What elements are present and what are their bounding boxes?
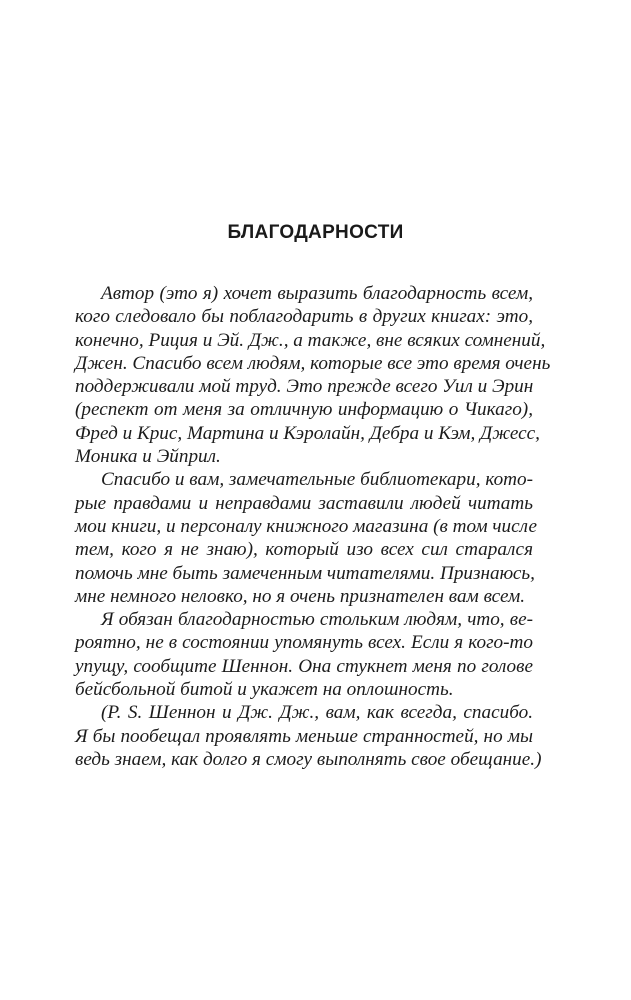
paragraph-2 — [75, 468, 537, 608]
text-line: Я обязан благодарностью стольким людям, что, ве- — [101, 609, 533, 631]
text-line: поддерживали мой труд. Это прежде всего Уил и Эрин — [75, 376, 534, 398]
text-line: помочь мне быть замеченным читателями. Признаюсь, — [75, 562, 535, 584]
text-line: (респект от меня за отличную информацию о Чикаго), — [75, 399, 533, 421]
text-line: Джен. Спасибо всем людям, которые все это время очень — [75, 352, 551, 374]
text-line: ведь знаем, как долго я смогу выполнять свое обещание.) — [75, 748, 542, 770]
text-line: упущу, сообщите Шеннон. Она стукнет меня по голове — [75, 655, 533, 677]
text-line: рые правдами и неправдами заставили людей читать — [75, 492, 533, 514]
text-line: роятно, не в состоянии упомянуть всех. Если я кого-то — [75, 632, 533, 654]
text-line: Спасибо и вам, замечательные библиотекари, кото- — [101, 469, 533, 491]
text-line: бейсбольной битой и укажет на оплошность. — [75, 679, 454, 701]
page-title: БЛАГОДАРНОСТИ — [227, 222, 404, 243]
text-line: тем, кого я не знаю), который изо всех сил старался — [75, 539, 533, 561]
text-line: конечно, Риция и Эй. Дж., а также, вне всяких сомнений, — [75, 329, 546, 351]
acknowledgements-text — [75, 282, 551, 771]
text-line: (P. S. Шеннон и Дж. Дж., вам, как всегда, спасибо. — [101, 702, 533, 724]
text-line: кого следовало бы поблагодарить в других книгах: это, — [75, 306, 533, 328]
text-line: Автор (это я) хочет выразить благодарность всем, — [101, 283, 533, 304]
text-line: мне немного неловко, но я очень признателен вам всем. — [75, 585, 526, 607]
text-line: Моника и Эйприл. — [75, 446, 221, 468]
paragraph-4 — [75, 701, 542, 771]
paragraph-1 — [75, 282, 551, 468]
paragraph-3 — [75, 608, 533, 701]
text-line: Фред и Крис, Мартина и Кэролайн, Дебра и Кэм, Джесс, — [75, 422, 540, 444]
text-line: Я бы пообещал проявлять меньше странностей, но мы — [75, 725, 533, 747]
text-line: мои книги, и персоналу книжного магазина (в том числе — [75, 515, 537, 537]
